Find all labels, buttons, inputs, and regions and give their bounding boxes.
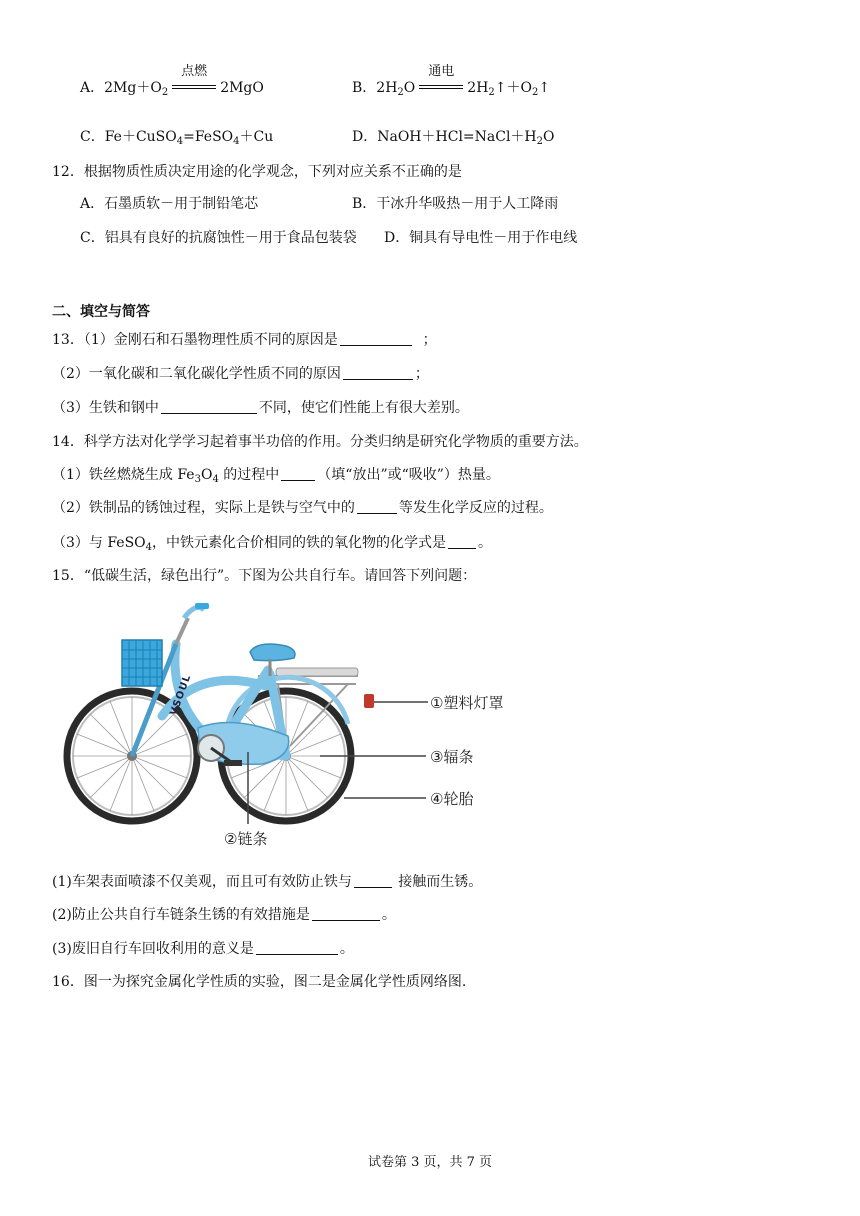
answer-blank[interactable] (281, 466, 315, 481)
q11-option-a: A．$2Mg+O_2$ 点燃 2MgO (80, 64, 264, 98)
frame-logo-text: VSOUL (168, 672, 194, 718)
answer-blank[interactable] (357, 499, 397, 514)
answer-blank[interactable] (340, 331, 412, 346)
reaction-condition-arrow: 通电 (417, 76, 465, 96)
answer-blank[interactable] (256, 940, 338, 955)
q12-stem: 12．根据物质性质决定用途的化学观念，下列对应关系不正确的是 (52, 164, 462, 180)
section-title: 二、填空与简答 (52, 304, 150, 320)
q15-part3: (3)废旧自行车回收利用的意义是 。 (52, 941, 354, 957)
rear-lamp (364, 694, 374, 708)
q12-option-d: D．铜具有导电性－用于作电线 (384, 230, 578, 246)
answer-blank[interactable] (312, 906, 380, 921)
q11-option-b: B．$2H_2O$ 通电 $2H_2↑+O_2↑$ (352, 64, 551, 98)
q15-stem: 15．“低碳生活，绿色出行”。下图为公共自行车。请回答下列问题： (52, 568, 477, 584)
page-footer: 试卷第 3 页，共 7 页 (367, 1155, 493, 1170)
bicycle-figure (58, 596, 528, 852)
q13-part1: 13．（1）金刚石和石墨物理性质不同的原因是 ； (52, 332, 437, 348)
front-basket (122, 640, 162, 686)
q15-part2: (2)防止公共自行车链条生锈的有效措施是 。 (52, 907, 396, 923)
q11-option-d: D．$NaOH+HCl=NaCl+H_2O$ (352, 129, 555, 147)
svg-text:①塑料灯罩: ①塑料灯罩 (430, 694, 504, 712)
svg-text:③辐条: ③辐条 (430, 748, 474, 766)
answer-blank[interactable] (343, 365, 413, 380)
answer-blank[interactable] (448, 534, 476, 549)
handlebar (176, 603, 209, 644)
q15-part1: (1)车架表面喷漆不仅美观，而且可有效防止铁与 接触而生锈。 (52, 874, 483, 890)
answer-blank[interactable] (161, 399, 257, 414)
q14-stem: 14．科学方法对化学学习起着事半功倍的作用。分类归纳是研究化学物质的重要方法。 (52, 434, 588, 450)
q13-part2: （2）一氧化碳和二氧化碳化学性质不同的原因 ； (52, 366, 429, 382)
svg-text:④轮胎: ④轮胎 (430, 790, 474, 808)
q13-part3: （3）生铁和钢中 不同，使它们性能上有很大差别。 (52, 400, 469, 416)
q14-part2: （2）铁制品的锈蚀过程，实际上是铁与空气中的 等发生化学反应的过程。 (52, 500, 553, 516)
callout-tire (344, 790, 474, 808)
answer-blank[interactable] (354, 873, 392, 888)
svg-text:②链条: ②链条 (224, 830, 268, 848)
q12-option-c: C．铝具有良好的抗腐蚀性－用于食品包装袋 (80, 230, 357, 246)
callout-lamp (374, 694, 503, 712)
q12-option-b: B．干冰升华吸热－用于人工降雨 (352, 196, 559, 212)
q14-part3: （3）与 FeSO$_4$，中铁元素化合价相同的铁的氧化物的化学式是 。 (52, 535, 493, 553)
q12-option-a: A．石墨质软－用于制铅笔芯 (80, 196, 259, 212)
q11-option-c: C．Fe＋CuSO$_4$=FeSO$_4$＋Cu (80, 129, 274, 147)
q14-part1: （1）铁丝燃烧生成 $Fe_3O_4$ 的过程中 （填“放出”或“吸收”）热量。 (52, 467, 500, 485)
reaction-condition-arrow: 点燃 (170, 76, 218, 96)
q16-stem: 16．图一为探究金属化学性质的实验，图二是金属化学性质网络图. (52, 974, 467, 990)
callout-spoke (320, 748, 473, 766)
